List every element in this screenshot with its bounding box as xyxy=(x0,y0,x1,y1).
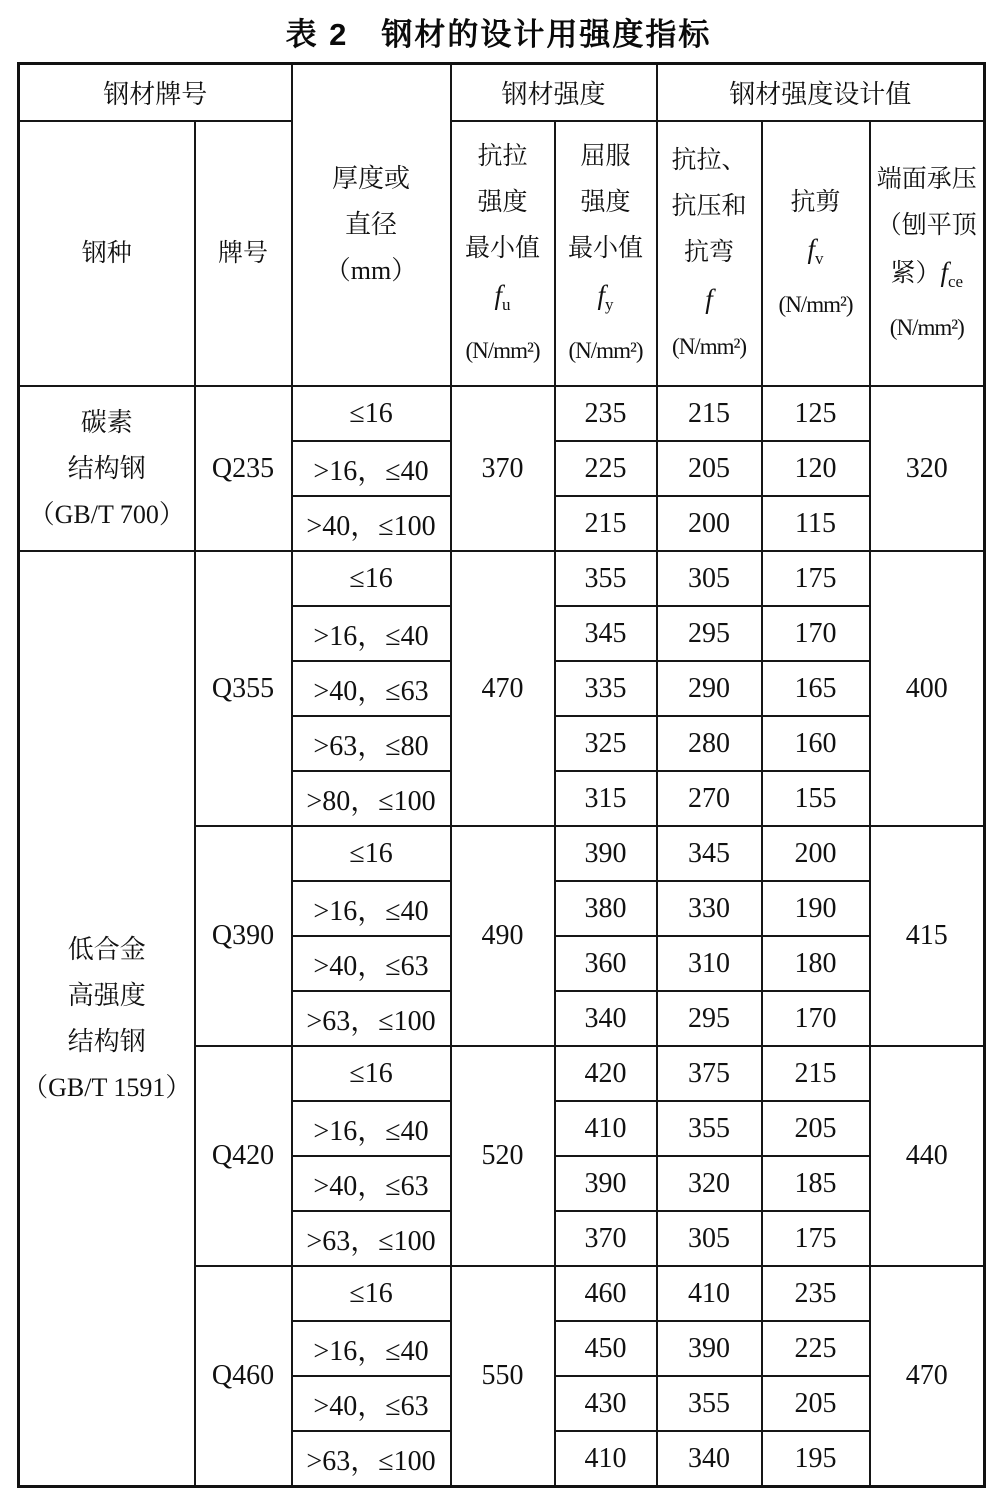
fce-value-cell: 415 xyxy=(870,826,985,1046)
header-fce-line: 端面承压 xyxy=(876,165,977,193)
fv-value-cell: 205 xyxy=(762,1376,870,1431)
f-value-cell: 270 xyxy=(657,771,762,826)
grade-cell: Q460 xyxy=(195,1266,292,1487)
fy-value-cell: 345 xyxy=(555,606,657,661)
fy-value-cell: 410 xyxy=(555,1431,657,1487)
header-fv xyxy=(762,121,870,386)
fu-value-cell: 520 xyxy=(451,1046,555,1266)
fy-value-cell: 355 xyxy=(555,551,657,606)
f-value-cell: 355 xyxy=(657,1376,762,1431)
header-f-line: 抗压和 xyxy=(671,192,747,220)
fv-value-cell: 165 xyxy=(762,661,870,716)
thickness-cell: >63，≤100 xyxy=(292,1431,451,1487)
thickness-cell: >16，≤40 xyxy=(292,1101,451,1156)
thickness-cell: >63，≤100 xyxy=(292,991,451,1046)
header-thickness-line: （mm） xyxy=(324,256,418,285)
header-fce-line: （刨平顶 xyxy=(876,211,977,239)
header-fu-line: 最小值 xyxy=(465,234,541,262)
f-value-cell: 215 xyxy=(657,386,762,441)
header-thickness-line: 直径 xyxy=(345,210,398,239)
f-value-cell: 355 xyxy=(657,1101,762,1156)
fy-symbol: $f_y$ xyxy=(597,279,614,314)
fy-value-cell: 390 xyxy=(555,826,657,881)
fv-value-cell: 195 xyxy=(762,1431,870,1487)
fv-value-cell: 205 xyxy=(762,1101,870,1156)
fy-value-cell: 215 xyxy=(555,496,657,551)
steel-type-line: （GB/T 1591） xyxy=(22,1072,192,1102)
fu-value-cell: 550 xyxy=(451,1266,555,1487)
header-fy xyxy=(555,121,657,386)
f-value-cell: 290 xyxy=(657,661,762,716)
header-thickness-line: 厚度或 xyxy=(332,164,411,193)
header-fu-line: 强度 xyxy=(477,188,528,216)
fu-value-cell: 370 xyxy=(451,386,555,551)
thickness-cell: >63，≤80 xyxy=(292,716,451,771)
fv-value-cell: 215 xyxy=(762,1046,870,1101)
header-design-values: 钢材强度设计值 xyxy=(657,64,985,122)
fy-value-cell: 420 xyxy=(555,1046,657,1101)
thickness-cell: >63，≤100 xyxy=(292,1211,451,1266)
header-fy-line: 屈服 xyxy=(580,142,631,170)
header-f xyxy=(657,121,762,386)
f-value-cell: 280 xyxy=(657,716,762,771)
f-value-cell: 310 xyxy=(657,936,762,991)
fv-symbol: $f_v$ xyxy=(807,233,824,268)
header-fce xyxy=(870,121,985,386)
fy-value-cell: 370 xyxy=(555,1211,657,1266)
f-value-cell: 200 xyxy=(657,496,762,551)
fy-value-cell: 360 xyxy=(555,936,657,991)
header-steel-strength: 钢材强度 xyxy=(451,64,657,122)
grade-cell: Q235 xyxy=(195,386,292,551)
fv-value-cell: 225 xyxy=(762,1321,870,1376)
steel-type-line: 高强度 xyxy=(67,980,146,1010)
f-value-cell: 305 xyxy=(657,551,762,606)
steel-type-line: 碳素 xyxy=(80,407,133,437)
fv-value-cell: 160 xyxy=(762,716,870,771)
steel-type-cell xyxy=(19,551,195,1487)
fy-value-cell: 430 xyxy=(555,1376,657,1431)
fv-value-cell: 185 xyxy=(762,1156,870,1211)
fy-value-cell: 450 xyxy=(555,1321,657,1376)
thickness-cell: >40，≤63 xyxy=(292,1156,451,1211)
f-value-cell: 205 xyxy=(657,441,762,496)
fy-unit: (N/mm²) xyxy=(568,337,643,363)
fu-unit: (N/mm²) xyxy=(465,337,540,363)
fy-value-cell: 315 xyxy=(555,771,657,826)
thickness-cell: >40，≤63 xyxy=(292,661,451,716)
steel-type-cell xyxy=(19,386,195,551)
fu-value-cell: 470 xyxy=(451,551,555,826)
header-steel-type: 钢种 xyxy=(19,121,195,386)
table-row xyxy=(19,386,985,441)
thickness-cell: >16，≤40 xyxy=(292,441,451,496)
thickness-cell: >40，≤63 xyxy=(292,1376,451,1431)
header-row-top xyxy=(19,64,985,122)
fce-value-cell: 440 xyxy=(870,1046,985,1266)
steel-type-line: 结构钢 xyxy=(67,453,146,483)
f-value-cell: 340 xyxy=(657,1431,762,1487)
f-value-cell: 305 xyxy=(657,1211,762,1266)
header-fv-line: 抗剪 xyxy=(790,188,841,216)
fv-value-cell: 170 xyxy=(762,991,870,1046)
fv-value-cell: 120 xyxy=(762,441,870,496)
fy-value-cell: 335 xyxy=(555,661,657,716)
thickness-cell: >40，≤63 xyxy=(292,936,451,991)
fv-value-cell: 180 xyxy=(762,936,870,991)
header-row-sub xyxy=(19,121,985,386)
fv-value-cell: 115 xyxy=(762,496,870,551)
fv-value-cell: 155 xyxy=(762,771,870,826)
steel-type-line: 结构钢 xyxy=(67,1026,146,1056)
fv-value-cell: 235 xyxy=(762,1266,870,1321)
fy-value-cell: 225 xyxy=(555,441,657,496)
fce-unit: (N/mm²) xyxy=(889,314,964,340)
f-value-cell: 295 xyxy=(657,606,762,661)
grade-cell: Q390 xyxy=(195,826,292,1046)
f-value-cell: 410 xyxy=(657,1266,762,1321)
fy-value-cell: 380 xyxy=(555,881,657,936)
header-grade: 牌号 xyxy=(195,121,292,386)
f-value-cell: 330 xyxy=(657,881,762,936)
header-steel-grade-group: 钢材牌号 xyxy=(19,64,292,122)
fv-value-cell: 125 xyxy=(762,386,870,441)
steel-type-line: （GB/T 700） xyxy=(28,499,185,529)
header-fu-line: 抗拉 xyxy=(477,142,528,170)
fy-value-cell: 325 xyxy=(555,716,657,771)
f-unit: (N/mm²) xyxy=(672,333,747,359)
f-value-cell: 320 xyxy=(657,1156,762,1211)
table-row xyxy=(19,551,985,606)
header-fy-line: 最小值 xyxy=(568,234,644,262)
header-fy-line: 强度 xyxy=(580,188,631,216)
fy-value-cell: 390 xyxy=(555,1156,657,1211)
fy-value-cell: 410 xyxy=(555,1101,657,1156)
thickness-cell: >16，≤40 xyxy=(292,606,451,661)
fy-value-cell: 340 xyxy=(555,991,657,1046)
f-value-cell: 390 xyxy=(657,1321,762,1376)
steel-type-line: 低合金 xyxy=(67,934,146,964)
fv-value-cell: 190 xyxy=(762,881,870,936)
table-header xyxy=(19,64,985,387)
fv-value-cell: 175 xyxy=(762,1211,870,1266)
header-fu xyxy=(451,121,555,386)
thickness-cell: ≤16 xyxy=(292,386,451,441)
thickness-cell: >16，≤40 xyxy=(292,881,451,936)
fce-value-cell: 320 xyxy=(870,386,985,551)
thickness-cell: ≤16 xyxy=(292,551,451,606)
grade-cell: Q355 xyxy=(195,551,292,826)
thickness-cell: >16，≤40 xyxy=(292,1321,451,1376)
header-thickness xyxy=(292,64,451,387)
header-f-line: 抗弯 xyxy=(684,238,735,266)
fu-symbol: $f_u$ xyxy=(494,279,511,314)
f-value-cell: 295 xyxy=(657,991,762,1046)
table-body xyxy=(19,386,985,1487)
f-value-cell: 345 xyxy=(657,826,762,881)
fce-value-cell: 470 xyxy=(870,1266,985,1487)
fce-value-cell: 400 xyxy=(870,551,985,826)
fu-value-cell: 490 xyxy=(451,826,555,1046)
table-title: 表 2 钢材的设计用强度指标 xyxy=(285,17,712,52)
thickness-cell: ≤16 xyxy=(292,1046,451,1101)
fce-symbol: 紧）$f_{ce}$ xyxy=(890,256,964,291)
f-value-cell: 375 xyxy=(657,1046,762,1101)
fy-value-cell: 235 xyxy=(555,386,657,441)
fv-unit: (N/mm²) xyxy=(778,291,853,317)
f-symbol: f xyxy=(705,283,713,314)
thickness-cell: ≤16 xyxy=(292,826,451,881)
fy-value-cell: 460 xyxy=(555,1266,657,1321)
fv-value-cell: 200 xyxy=(762,826,870,881)
header-f-line: 抗拉、 xyxy=(671,146,747,174)
thickness-cell: >80，≤100 xyxy=(292,771,451,826)
steel-strength-table xyxy=(17,62,986,1488)
fv-value-cell: 170 xyxy=(762,606,870,661)
fv-value-cell: 175 xyxy=(762,551,870,606)
thickness-cell: >40，≤100 xyxy=(292,496,451,551)
grade-cell: Q420 xyxy=(195,1046,292,1266)
thickness-cell: ≤16 xyxy=(292,1266,451,1321)
